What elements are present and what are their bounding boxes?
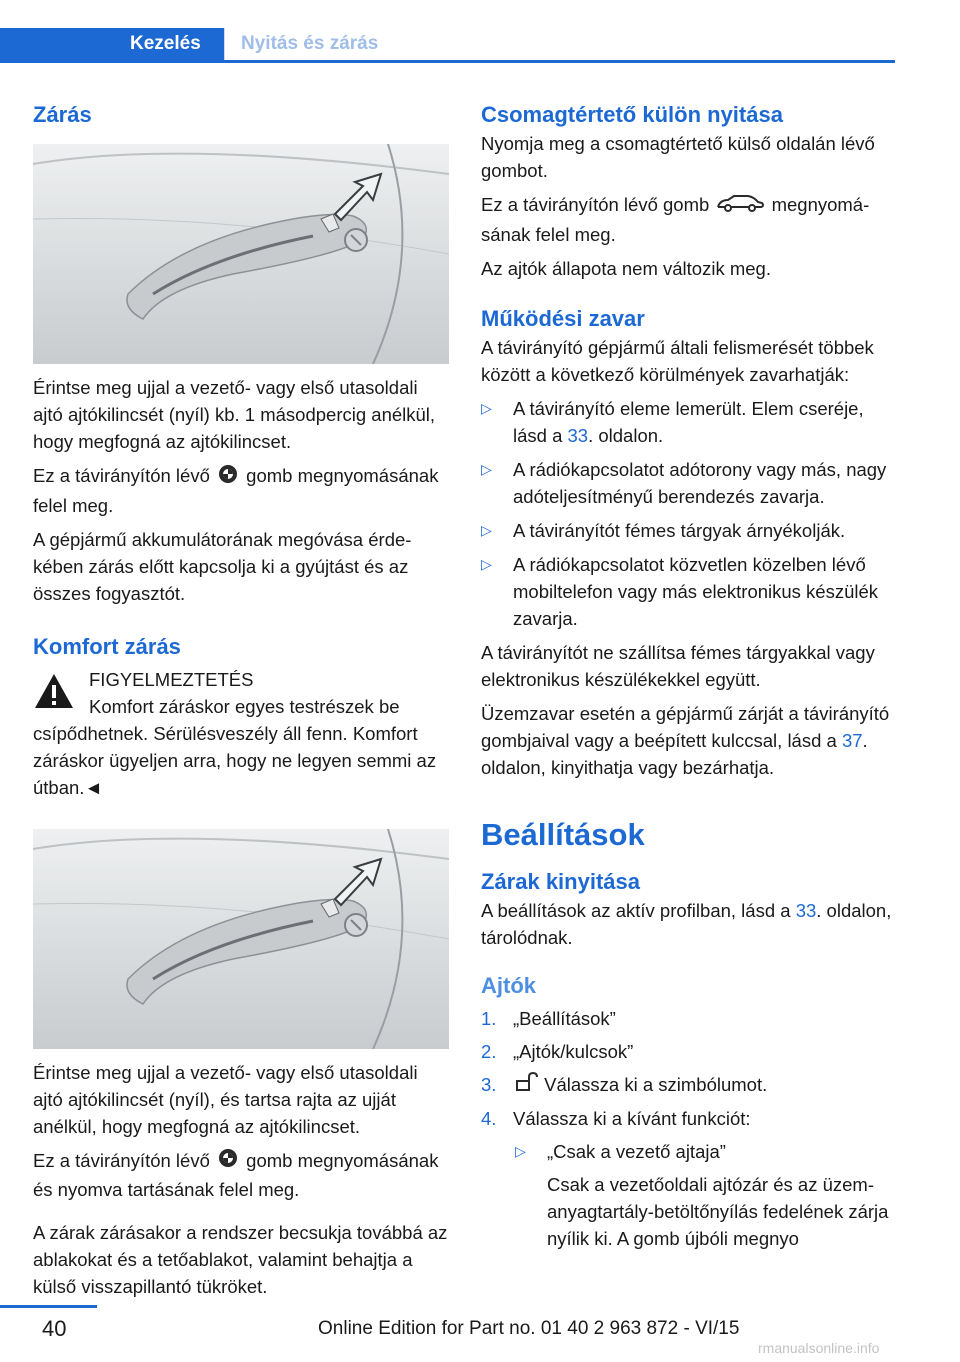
paragraph-windows-close: A zárak zárásakor a rendszer becsukja továbbá az ablakokat és a tetőablakot, valamint behajtja a külső visszapillantó tükröket. [33,1222,448,1298]
page-link-33[interactable]: 33 [567,424,589,446]
step-item: 4. Válassza ki a kívánt funkciót: [481,1108,751,1130]
heading-beallitasok: Beállítások [481,816,645,852]
paragraph-profile-settings: A beállítások az aktív profilban, lásd a 33. oldalon, tárolódnak. [481,899,892,948]
warning-block [33,666,449,720]
bmw-logo-button-icon [215,463,241,492]
bullet-arrow-icon: ▷ [481,521,492,538]
paragraph-remote-equivalent: Ez a távirányítón lévő gomb megnyomásának felel meg. [33,462,449,519]
function-options-list [481,1138,897,1165]
warning-text-first: Komfort záráskor egyes testrészek be [89,695,400,717]
paragraph-battery-note: A gépjármű akkumulátorának megóvása érdekében zárás előtt kapcsolja ki a gyújtást és az összes fogyasztót. [33,528,412,604]
heading-csomagterteto: Csomagtértető külön nyitása [481,102,783,127]
page-number: 40 [42,1316,67,1341]
right-column [481,100,897,1252]
door-handle-photo-2 [33,829,449,1049]
paragraph-touch-handle: Érintse meg ujjal a vezető- vagy első utasoldali ajtó ajtókilincsét (nyíl) kb. 1 másodpercig anélkül, hogy megfogná az ajtókilincset. [33,377,436,452]
bmw-logo-button-icon [215,1147,241,1176]
step-item: 3. Válassza ki a szimbólumot. [481,1071,897,1100]
paragraph-fault-key: Üzemzavar esetén a gépjármű zárját a távirányító gombjaival vagy a beépített kulccsal, lásd a 37. oldalon, kinyithatja vagy bezárhatja. [481,702,890,778]
page-link-37[interactable]: 37 [841,729,863,751]
step-item: 1. „Beállítások” [481,1007,616,1029]
car-trunk-button-icon [714,192,766,221]
list-item: ▷ A rádiókapcsolatot közvetlen közelben lévő mobiltelefon vagy más elektronikus készülék zavarja. [481,551,897,632]
left-column [33,100,449,1300]
heading-zarak-kinyitasa: Zárak kinyitása [481,868,640,894]
paragraph-remote-hold: Ez a távirányítón lévő gomb megnyomásának és nyomva tartásának felel meg. [33,1147,449,1204]
bullet-arrow-icon: ▷ [481,399,492,416]
bullet-arrow-icon: ▷ [481,555,492,572]
footer-rule [0,1305,97,1308]
paragraph-door-status: Az ajtók állapota nem változik meg. [481,257,771,279]
bullet-arrow-icon: ▷ [481,460,492,477]
paragraph-interference-intro: A távirányító gépjármű általi felismerését többek között a következő körülmények zavarhatják: [481,336,874,385]
page-link-33[interactable]: 33 [795,899,817,921]
paragraph-touch-hold: Érintse meg ujjal a vezető- vagy első utasoldali ajtó ajtókilincsét (nyíl), és tartsa rajta az ujját anélkül, hogy megfogná az ajtókilincset. [33,1061,418,1137]
step-item: 2. „Ajtók/kulcsok” [481,1040,634,1062]
header-divider [224,28,225,61]
list-item: ▷ „Csak a vezető ajtaja” [515,1138,897,1165]
door-handle-photo-1 [33,144,449,364]
heading-komfort-zaras: Komfort zárás [33,633,181,659]
paragraph-driver-door-only: Csak a vezetőoldali ajtózár és az üzemanyagtartály-betöltőnyílás fedelének zárja nyílik ki. A gomb újbóli megnyo [547,1174,889,1250]
header-section-label: Kezelés [130,33,201,54]
steps-list [481,1005,897,1133]
list-item: ▷ A távirányító eleme lemerült. Elem cseréje, lásd a 33. oldalon. [481,395,897,449]
edition-note: Online Edition for Part no. 01 40 2 963 872 - VI/15 [318,1318,740,1339]
paragraph-trunk-remote: Ez a távirányítón lévő gomb megnyomásának felel meg. [481,191,897,248]
watermark-site: rmanualsonline.info [758,1340,880,1356]
heading-ajtok: Ajtók [481,972,536,998]
warning-text-rest: csípődhetnek. Sérülésveszély áll fenn. Komfort záráskor ügyeljen arra, hogy ne legyen semmi az útban.◄ [33,722,437,798]
interference-list [481,395,897,632]
door-handle-illustration-2 [33,829,449,1049]
heading-zaras: Zárás [33,102,92,127]
unlock-door-icon [513,1072,539,1099]
warning-title: FIGYELMEZTETÉS [89,668,254,690]
bullet-arrow-icon: ▷ [515,1143,526,1160]
paragraph-no-metal: A távirányítót ne szállítsa fémes tárgyakkal vagy elektronikus készülékekkel együtt. [481,641,875,690]
warning-triangle-icon [33,672,75,710]
header-rule [0,60,895,63]
door-handle-illustration [33,144,449,364]
list-item: ▷ A rádiókapcsolatot adótorony vagy más, nagy adóteljesítményű berendezés zavarja. [481,456,897,510]
header-subsection-label: Nyitás és zárás [241,33,379,54]
paragraph-trunk-button: Nyomja meg a csomagtértető külső oldalán lévő gombot. [481,133,875,181]
list-item: ▷ A távirányítót fémes tárgyak árnyékolják. [481,517,897,544]
heading-mukodesi-zavar: Működési zavar [481,305,645,331]
